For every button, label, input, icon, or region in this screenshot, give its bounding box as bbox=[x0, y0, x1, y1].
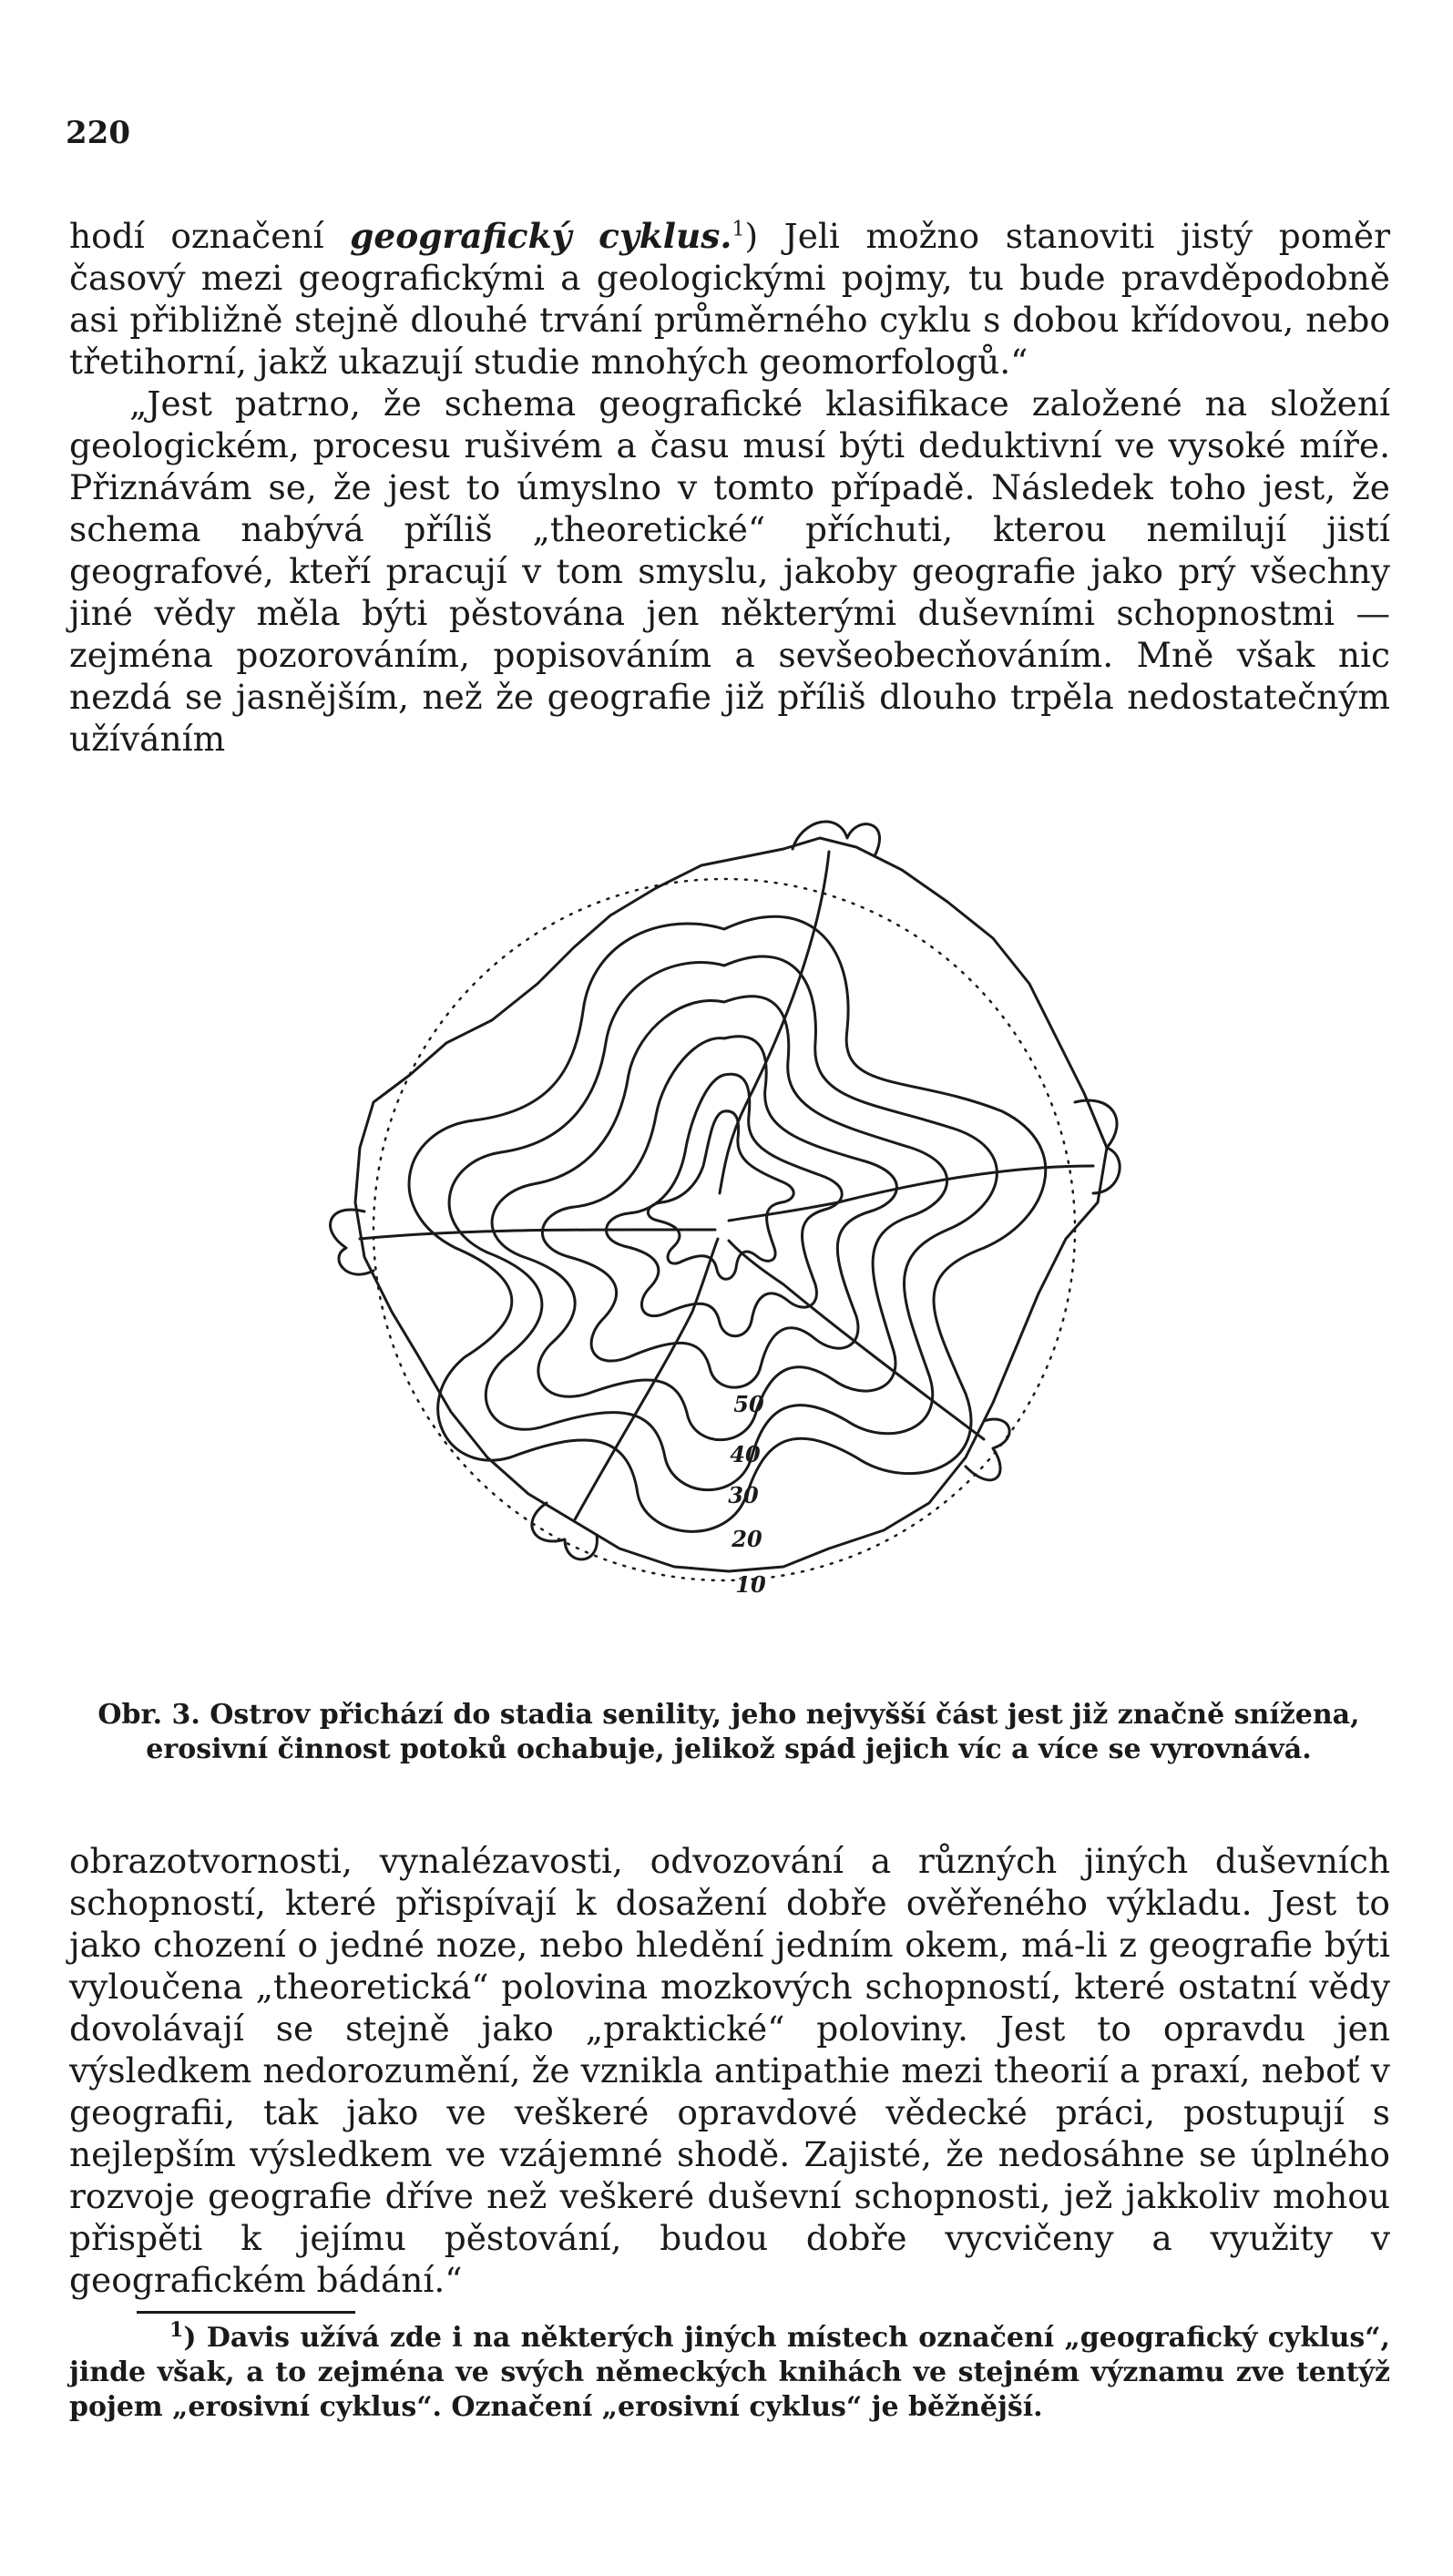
term-geograficky-cyklus: geografický cyklus. bbox=[350, 216, 732, 256]
contour-label-20: 20 bbox=[732, 1526, 762, 1552]
figure-island-contour-map bbox=[273, 802, 1193, 1676]
body-text-top bbox=[69, 215, 1390, 760]
contour-50 bbox=[607, 1074, 843, 1336]
contour-40 bbox=[542, 1037, 896, 1387]
former-coastline-circle bbox=[373, 879, 1075, 1580]
paragraph-1 bbox=[69, 215, 1390, 383]
contour-label-50: 50 bbox=[733, 1391, 764, 1417]
figure-caption-line-2: erosivní činnost potoků ochabuje, jelikož spád jejich víc a více se vyrovnává. bbox=[146, 1733, 1312, 1765]
paragraph-1-rest: ) Jeli možno stanoviti jistý poměr časový mezi geografickými a geologickými pojmy, tu bude pravděpodobně asi přibližně stejně dlouhé trvání průměrného cyklu s dobou křídovou, nebo třetihorní, jakž ukazují studie mnohých geomorfologů.“ bbox=[69, 216, 1391, 382]
contour-30 bbox=[492, 997, 946, 1440]
body-text-bottom bbox=[69, 1840, 1390, 2301]
contour-label-40: 40 bbox=[730, 1441, 761, 1467]
figure-caption-line-1: Obr. 3. Ostrov přichází do stadia senility, jeho nejvyšší část jest již značně snížena, bbox=[97, 1699, 1360, 1731]
footnote-divider bbox=[137, 2311, 355, 2314]
inlet bbox=[1075, 1100, 1120, 1193]
stream bbox=[729, 1166, 1093, 1221]
footnote bbox=[69, 2318, 1390, 2425]
contour-map-drawing bbox=[273, 802, 1193, 1676]
page-number: 220 bbox=[66, 115, 130, 151]
inlet bbox=[966, 1419, 1009, 1480]
paragraph-1-start: hodí označení bbox=[69, 216, 351, 256]
contour-20 bbox=[449, 956, 997, 1490]
footnote-mark: 1 bbox=[169, 2318, 184, 2342]
paragraph-2: „Jest patrno, že schema geografické klasifikace založené na složení geologickém, procesu rušivém a času musí býti deduktivní ve vysoké míře. Přiznávám se, že jest to úmyslno v tomto případě. Následek toho jest, že schema nabývá příliš „theoretické“ příchuti, kterou nemilují jistí geografové, kteří pracují v tom smyslu, jakoby geografie jako prý všechny jiné vědy měla býti pěstována jen některými duševními schopnostmi — zejména pozorováním, popisováním a sevšeobecňováním. Mně však nic nezdá se jasnějším, než že geografie již příliš dlouho trpěla nedostatečným užíváním bbox=[69, 383, 1390, 759]
stream bbox=[360, 1230, 715, 1239]
contour-label-10: 10 bbox=[735, 1571, 766, 1598]
inlet bbox=[532, 1503, 598, 1559]
footnote-reference: 1 bbox=[732, 218, 745, 241]
summit-contour bbox=[648, 1111, 793, 1279]
footnote-text: ) Davis užívá zde i na některých jiných místech označení „geografický cyklus“, jinde však, a to zejména ve svých německých knihách ve stejném významu zve tentýž pojem „erosivní cyklus“. Označení „erosivní cyklus“ je běžnější. bbox=[69, 2322, 1390, 2423]
stream bbox=[720, 852, 829, 1193]
figure-caption bbox=[64, 1698, 1394, 1767]
paragraph-3: obrazotvornosti, vynalézavosti, odvozování a různých jiných duševních schopností, které přispívají k dosažení dobře ověřeného výkladu. Jest to jako chození o jedné noze, nebo hledění jedním okem, má-li z geografie býti vyloučena „theoretická“ polovina mozkových schopností, které ostatní vědy dovolávají se stejně jako „praktické“ poloviny. Jest to opravdu jen výsledkem nedorozumění, že vznikla antipathie mezi theorií a praxí, neboť v geografii, tak jako ve veškeré opravdové vědecké práci, postupují s nejlepším výsledkem ve vzájemné shodě. Zajisté, že nedosáhne se úplného rozvoje geografie dříve než veškeré duševní schopnosti, jež jakkoliv mohou přispěti k jejímu pěstování, budou dobře vycvičeny a využity v geografickém bádání.“ bbox=[69, 1841, 1390, 2300]
contour-label-30: 30 bbox=[728, 1482, 759, 1508]
